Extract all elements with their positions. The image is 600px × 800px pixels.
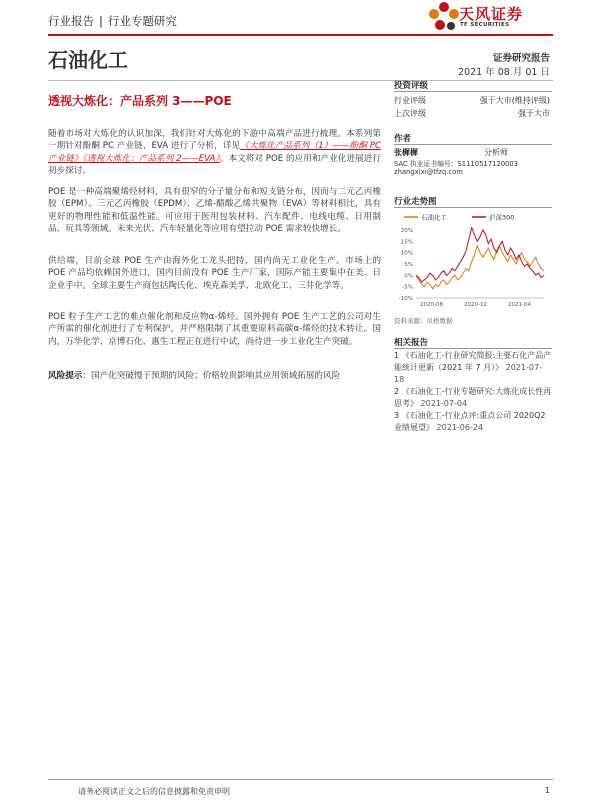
prev-rating-label: 上次评级 [394, 109, 426, 118]
related-item-date: 2021-07-18 [394, 363, 542, 384]
rating-value: 强于大市(维持评级) [479, 96, 550, 105]
series-line [416, 228, 544, 282]
summary-text: 随着市场对大炼化的认识加深，我们针对大炼化的下游中高端产品进行梳理。本系列第一期针对酚酮 PC 产业链、EVA 进行了分析，详见 [48, 129, 381, 152]
title-rule [48, 80, 553, 81]
summary-paragraph [48, 128, 381, 178]
author-divider [394, 144, 552, 145]
sector-title: 石油化工 [48, 48, 128, 72]
process-text: POE 粒子生产工艺的难点催化剂和反应物α-烯烃。国外拥有 POE 生产工艺的公司对生产所需的催化剂进行了专利保护，并严格限制了其重要原料高碳α-烯烃的技术转让。国内，万华化学、京博石化、惠生工程正在进行中试，尚待进一步工业化生产突破。 [48, 312, 381, 347]
y-tick-label: 0% [404, 273, 413, 280]
y-tick-label: 20% [400, 228, 413, 234]
related-item-date: 2021-07-04 [420, 399, 468, 408]
trend-chart [394, 210, 552, 310]
related-item-date: 2021-06-24 [436, 423, 484, 432]
y-tick-label: 15% [400, 239, 413, 246]
page-number: 1 [544, 786, 550, 795]
poe-intro-text: POE 是一种高端聚烯烃材料，具有很窄的分子量分布和短支链分布，因而与二元乙丙橡胶（EPM）、三元乙丙橡胶（EPDM）、乙烯-醋酸乙烯共聚物（EVA）等材料相比，具有更好的物理性能和低温性能。可应用于医用包装材料、汽车配件、电线电缆、日用制品、玩具等领域。未来光伏、汽车轻量化等应用有望拉动 POE 需求较快增长。 [48, 187, 381, 235]
poe-intro-paragraph [48, 186, 381, 236]
report-date: 2021 年 08 月 01 日 [458, 67, 550, 78]
report-link[interactable]: 《透视大炼化：产品系列 2——EVA》 [82, 153, 220, 164]
author-role: 分析师 [484, 148, 508, 157]
x-tick-label: 2020-12 [464, 302, 487, 308]
related-item[interactable] [394, 350, 552, 386]
related-item-title[interactable]: 2 《石油化工-行业专题研究:大炼化成长性再思考》 [394, 387, 552, 408]
related-divider [394, 348, 552, 349]
report-link[interactable]: 《大炼化产品系列（1）——酚酮 PC 产业链》 [48, 141, 381, 164]
related-item[interactable] [394, 410, 552, 434]
related-heading: 相关报告 [394, 338, 429, 348]
author-cert-label: SAC 执业证书编号： [394, 160, 458, 168]
report-type: 证券研究报告 [492, 53, 550, 64]
summary-text: 。本文将对 POE 的应用和产业化进展进行初步探讨。 [48, 153, 381, 177]
y-tick-label: -5% [402, 284, 413, 291]
y-tick-label: -10% [398, 296, 413, 302]
author-email[interactable]: zhangxixi@tfzq.com [394, 168, 463, 176]
related-item[interactable] [394, 386, 552, 410]
header-subcategory: 行业专题研究 [107, 14, 177, 28]
y-tick-label: 10% [400, 250, 413, 257]
header-separator: | [99, 14, 103, 28]
legend-label: 石油化工 [421, 213, 447, 222]
risk-paragraph [48, 370, 381, 382]
rating-label: 行业评级 [394, 96, 426, 105]
author-cert-number: S1110517120003 [457, 160, 519, 168]
brand-name: 天风证券 [459, 5, 524, 23]
header-category: 行业报告 [48, 14, 94, 28]
rating-heading: 投资评级 [394, 81, 429, 91]
x-tick-label: 2021-04 [508, 302, 531, 308]
brand-name-en: TF SECURITIES [460, 22, 510, 28]
chart-source: 资料来源：贝格数据 [394, 317, 453, 325]
risk-text: ：国产化突破慢于预期的风险；价格较贵影响其应用领域拓展的风险 [82, 371, 341, 381]
author-name: 张樨樨 [394, 148, 418, 157]
related-list [394, 350, 552, 434]
header-rule [48, 34, 553, 36]
author-heading: 作者 [394, 134, 412, 144]
process-paragraph [48, 311, 381, 348]
report-title: 透视大炼化：产品系列 3——POE [48, 94, 232, 108]
risk-label: 风险提示 [48, 371, 83, 381]
trend-divider [394, 207, 552, 208]
author-cert [394, 158, 518, 168]
related-item-title[interactable]: 3 《石油化工-行业点评:重点公司 2020Q2 业绩展望》 [394, 411, 546, 432]
footer-rule [48, 779, 553, 780]
x-tick-label: 2020-08 [420, 302, 443, 308]
series-line [416, 246, 544, 289]
prev-rating-value: 强于大市 [518, 109, 550, 118]
legend-label: 沪深300 [489, 213, 515, 222]
supply-paragraph [48, 255, 381, 292]
footer-disclaimer[interactable]: 请务必阅读正文之后的信息披露和免责申明 [78, 787, 230, 796]
related-item-title[interactable]: 1 《石油化工-行业研究简报:主要石化产品产能统计更新（2021 年 7 月）》 [394, 351, 552, 372]
rating-divider [394, 91, 552, 92]
y-tick-label: 5% [404, 262, 413, 268]
trend-heading: 行业走势图 [394, 197, 437, 207]
supply-text: 供给端，目前全球 POE 生产由海外化工龙头把持，国内尚无工业化生产。市场上的 POE 产品均依赖国外进口，国内目前没有 POE 生产厂家，国际产能主要集中在美、日企业手中。全球主要生产商包括陶氏化、埃克森美孚、北欧化工、三井化学等。 [48, 256, 381, 291]
report-header [48, 13, 177, 29]
